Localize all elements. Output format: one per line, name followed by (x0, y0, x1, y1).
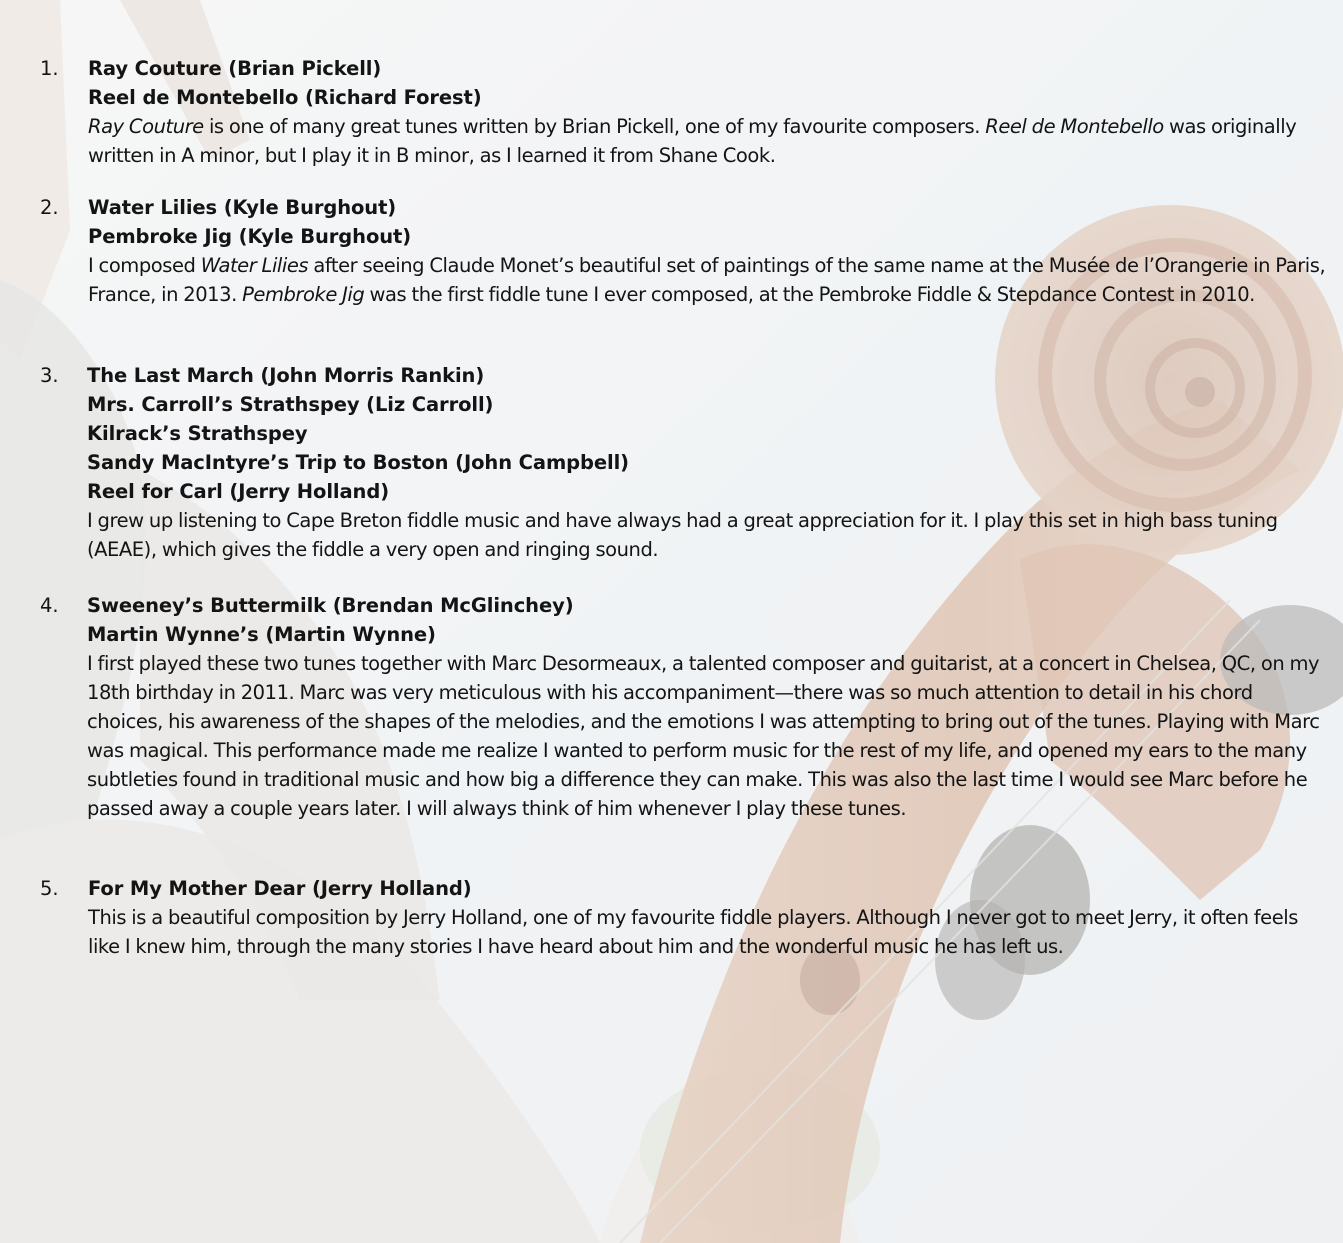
description-text: is one of many great tunes written by Brian Pickell, one of my favourite composers. (203, 115, 986, 138)
description-text: was originally written in A minor, but I play it in B minor, as I learned it from Shane Cook. (88, 115, 1297, 167)
track-description (87, 649, 1330, 823)
tune-title: Reel for Carl (Jerry Holland) (87, 480, 390, 503)
description-text: after seeing Claude Monet’s beautiful set of paintings of the same name at the Musée de l’Orangerie in Paris, France, in 2013. (88, 254, 1326, 306)
tune-title-italic: Pembroke Jig (242, 283, 365, 306)
tune-title: Ray Couture (Brian Pickell) (88, 57, 382, 80)
tune-title-italic: Reel de Montebello (985, 115, 1164, 138)
track-number: 2. (40, 196, 59, 219)
tune-title-italic: Water Lilies (200, 254, 309, 277)
track-description (87, 506, 1330, 564)
tune-title: Pembroke Jig (Kyle Burghout) (88, 225, 412, 248)
description-text: This is a beautiful composition by Jerry Holland, one of my favourite fiddle players. Although I never got to meet Jerry, it often feels like I knew him, through the many stories I have heard about him and the wonderful music he has left us. (88, 906, 1298, 958)
description-text: I composed (88, 254, 201, 277)
tune-title: Kilrack’s Strathspey (87, 422, 308, 445)
tune-title: The Last March (John Morris Rankin) (87, 364, 485, 387)
tune-title: Mrs. Carroll’s Strathspey (Liz Carroll) (87, 393, 494, 416)
track-description (88, 112, 1330, 170)
description-text: was the first fiddle tune I ever composed, at the Pembroke Fiddle & Stepdance Contest in 2010. (364, 283, 1255, 306)
tune-title: Martin Wynne’s (Martin Wynne) (87, 623, 436, 646)
tune-title: Sandy MacIntyre’s Trip to Boston (John Campbell) (87, 451, 629, 474)
description-text: I grew up listening to Cape Breton fiddle music and have always had a great appreciation for it. I play this set in high bass tuning (AEAE), which gives the fiddle a very open and ringing sound. (87, 509, 1278, 561)
track-description (88, 251, 1330, 309)
track-number: 1. (40, 57, 59, 80)
track-number: 4. (40, 594, 59, 617)
tune-title: Sweeney’s Buttermilk (Brendan McGlinchey) (87, 594, 574, 617)
tune-title: Reel de Montebello (Richard Forest) (88, 86, 482, 109)
track-number: 5. (40, 877, 59, 900)
tune-title: Water Lilies (Kyle Burghout) (88, 196, 397, 219)
track-description (88, 903, 1330, 961)
track-number: 3. (40, 364, 59, 387)
description-text: I first played these two tunes together with Marc Desormeaux, a talented composer and guitarist, at a concert in Chelsea, QC, on my 18th birthday in 2011. Marc was very meticulous with his accompaniment—there was so much attention to detail in his chord choices, his awareness of the shapes of the melodies, and the emotions I was attempting to bring out of the tunes. Playing with Marc was magical. This performance made me realize I wanted to perform music for the rest of my life, and opened my ears to the many subtleties found in traditional music and how big a difference they can make. This was also the last time I would see Marc before he passed away a couple years later. I will always think of him whenever I play these tunes. (87, 652, 1320, 820)
tune-title: For My Mother Dear (Jerry Holland) (88, 877, 472, 900)
tune-title-italic: Ray Couture (88, 115, 204, 138)
